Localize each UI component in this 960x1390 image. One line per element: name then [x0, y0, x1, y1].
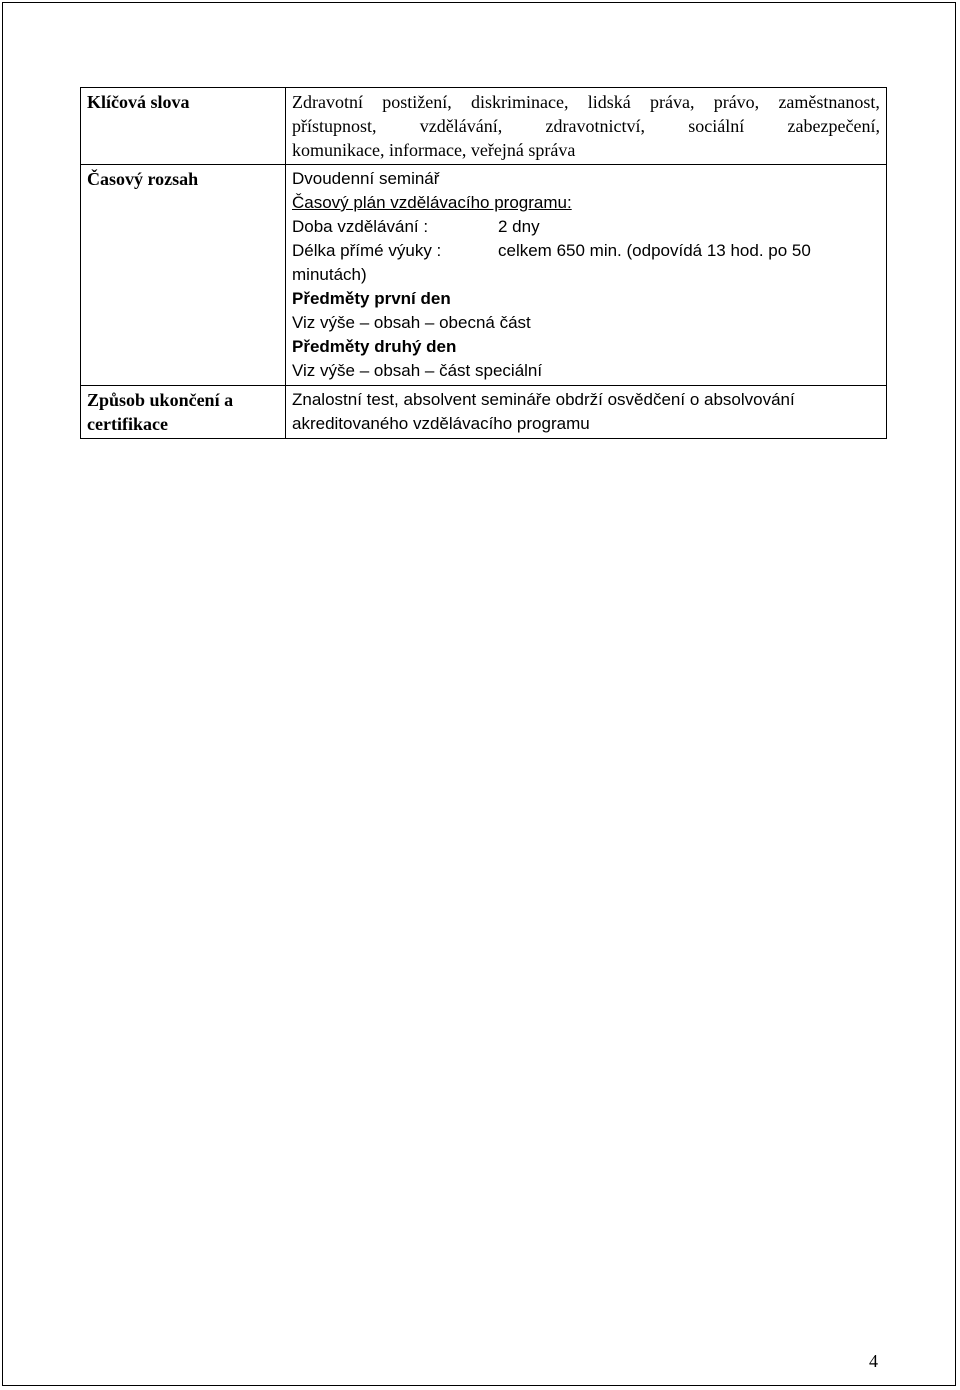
seminar-type: Dvoudenní seminář	[292, 169, 440, 188]
table-row-time	[81, 165, 887, 386]
keyword-word: diskriminace,	[470, 92, 569, 112]
day2-text: Viz výše – obsah – část speciální	[292, 361, 543, 380]
day1-text: Viz výše – obsah – obecná část	[292, 313, 531, 332]
direct-teaching-value: celkem 650 min. (odpovídá 13 hod. po 50	[498, 241, 811, 260]
keyword-word: vzdělávání,	[419, 116, 503, 136]
completion-text-line-1: Znalostní test, absolvent semináře obdrží osvědčení o absolvování	[292, 390, 795, 409]
time-content	[286, 165, 887, 386]
duration-label: Doba vzdělávání :	[292, 217, 429, 236]
keyword-word: zabezpečení,	[787, 116, 880, 136]
completion-label-line-2: certifikace	[87, 414, 168, 434]
duration-value: 2 dny	[498, 217, 540, 236]
keywords-line-1	[292, 90, 880, 114]
table-row-keywords	[81, 88, 887, 165]
direct-teaching-line	[292, 239, 880, 263]
keyword-word: Zdravotní	[292, 92, 363, 112]
direct-teaching-label: Délka přímé výuky :	[292, 241, 442, 260]
day2-heading: Předměty druhý den	[292, 337, 457, 356]
keywords-line-3: komunikace, informace, veřejná správa	[292, 140, 576, 160]
keyword-word: právo,	[713, 92, 760, 112]
plan-heading: Časový plán vzdělávacího programu:	[292, 193, 572, 212]
keywords-content	[286, 88, 887, 165]
keyword-word: sociální	[688, 116, 745, 136]
completion-label	[81, 386, 286, 439]
table-row-completion	[81, 386, 887, 439]
keywords-label: Klíčová slova	[81, 88, 286, 165]
direct-teaching-value-cont: minutách)	[292, 265, 367, 284]
course-info-table	[80, 87, 887, 439]
duration-line	[292, 215, 880, 239]
time-label: Časový rozsah	[81, 165, 286, 386]
keyword-word: zdravotnictví,	[545, 116, 645, 136]
keyword-word: zaměstnanost,	[778, 92, 880, 112]
completion-content	[286, 386, 887, 439]
keyword-word: přístupnost,	[292, 116, 377, 136]
completion-label-line-1: Způsob ukončení a	[87, 390, 234, 410]
completion-text-line-2: akreditovaného vzdělávacího programu	[292, 414, 590, 433]
keywords-line-2	[292, 114, 880, 138]
page-number: 4	[869, 1351, 878, 1371]
keyword-word: lidská	[587, 92, 631, 112]
page	[2, 2, 956, 1386]
keyword-word: práva,	[649, 92, 695, 112]
day1-heading: Předměty první den	[292, 289, 451, 308]
keyword-word: postižení,	[382, 92, 452, 112]
